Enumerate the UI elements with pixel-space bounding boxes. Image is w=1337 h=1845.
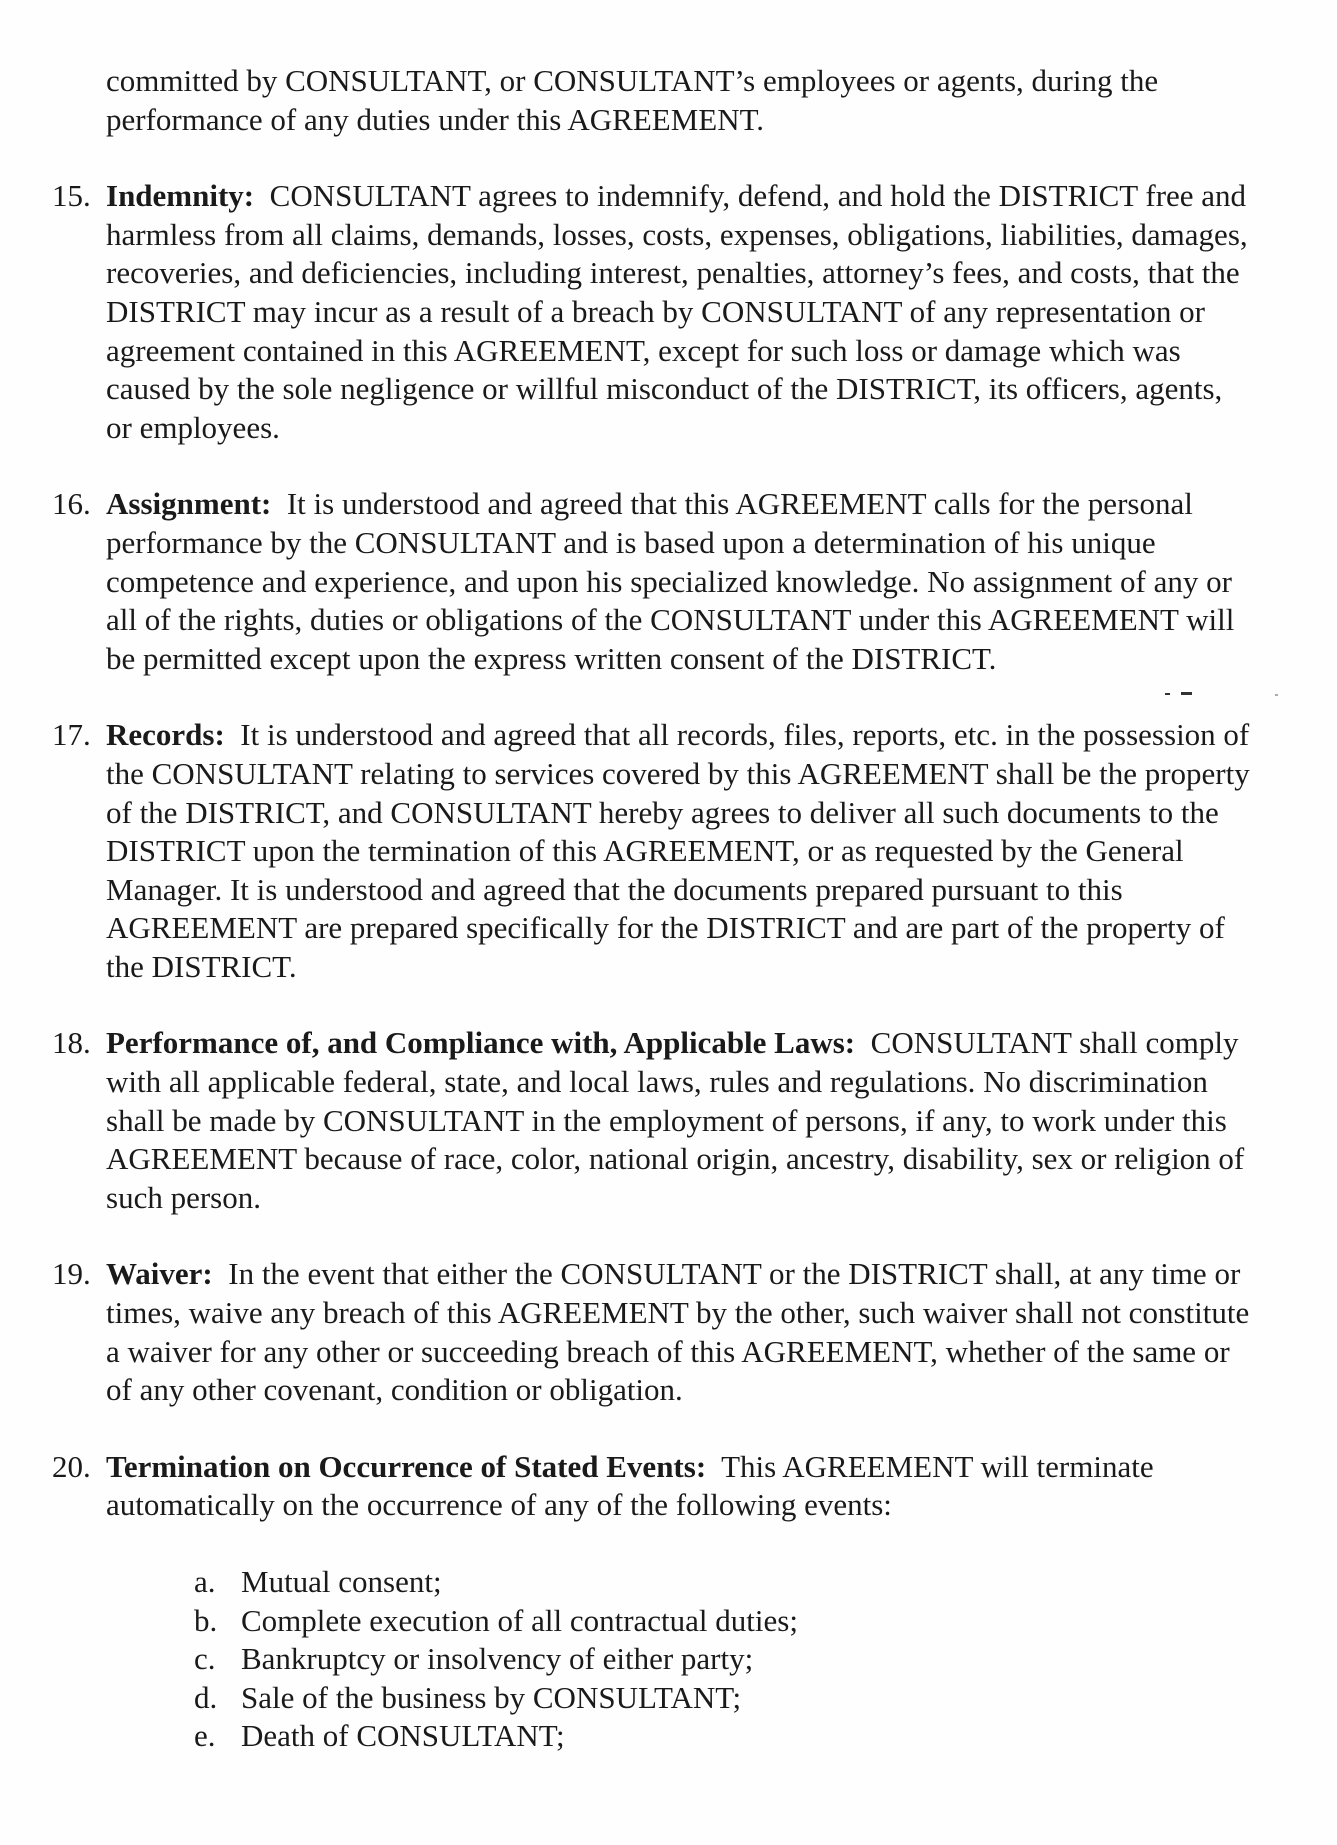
list-item — [194, 1717, 1252, 1756]
section-heading: Assignment: — [106, 486, 272, 522]
list-letter: d. — [194, 1679, 218, 1715]
scan-mark — [1181, 692, 1192, 695]
list-item — [194, 1679, 1252, 1718]
section-content — [106, 485, 1252, 678]
section-body: It is understood and agreed that all records, files, reports, etc. in the possession of the CONSULTANT relating to services covered by this AGREEMENT shall be the property of the DISTRICT, and CONSULTANT hereby agrees to deliver all such documents to the DISTRICT upon the termination of this AGREEMENT, or as requested by the General Manager. It is understood and agreed that the documents prepared pursuant to this AGREEMENT are prepared specifically for the DISTRICT and are part of the property of the DISTRICT. — [106, 717, 1250, 984]
list-text: Complete execution of all contractual duties; — [241, 1602, 798, 1638]
section-number: 15. — [52, 178, 91, 214]
section-number: 20. — [52, 1448, 91, 1484]
list-item — [194, 1640, 1252, 1679]
section-20-termination — [52, 1448, 1252, 1525]
section-16-assignment — [52, 485, 1252, 678]
section-body: This AGREEMENT will terminate automatically on the occurrence of any of the following events: — [106, 1448, 1154, 1523]
section-heading: Indemnity: — [106, 178, 255, 214]
section-18-compliance — [52, 1024, 1252, 1217]
section-body: CONSULTANT agrees to indemnify, defend, and hold the DISTRICT free and harmless from all claims, demands, losses, costs, expenses, obligations, liabilities, damages, recoveries, and deficiencies, including interest, penalties, attorney’s fees, and costs, that the DISTRICT may incur as a result of a breach by CONSULTANT of any representation or agreement contained in this AGREEMENT, except for such loss or damage which was caused by the sole negligence or willful misconduct of the DISTRICT, its officers, agents, or employees. — [106, 178, 1248, 445]
list-item — [194, 1563, 1252, 1602]
section-heading: Performance of, and Compliance with, Applicable Laws: — [106, 1025, 856, 1061]
list-letter: a. — [194, 1564, 216, 1599]
section-number: 18. — [52, 1025, 91, 1061]
list-letter: c. — [194, 1641, 216, 1677]
section-17-records — [52, 716, 1252, 986]
section-content — [106, 177, 1252, 447]
section-number: 19. — [52, 1256, 91, 1292]
section-content — [106, 1024, 1252, 1217]
section-content — [106, 1448, 1252, 1525]
section-heading: Termination on Occurrence of Stated Events: — [106, 1448, 707, 1484]
section-15-indemnity — [52, 177, 1252, 447]
section-content — [106, 1255, 1252, 1409]
section-heading: Waiver: — [106, 1256, 213, 1292]
section-number: 16. — [52, 486, 91, 522]
termination-events-list — [52, 1563, 1252, 1756]
section-number: 17. — [52, 717, 91, 753]
list-text: Mutual consent; — [241, 1564, 442, 1599]
list-text: Sale of the business by CONSULTANT; — [241, 1679, 742, 1715]
section-19-waiver — [52, 1255, 1252, 1409]
scan-mark — [1275, 694, 1278, 696]
list-letter: b. — [194, 1602, 218, 1638]
list-text: Bankruptcy or insolvency of either party; — [241, 1641, 754, 1677]
intro-paragraph: committed by CONSULTANT, or CONSULTANT’s employees or agents, during the performance of any duties under this AGREEMENT. — [106, 63, 1159, 137]
list-letter: e. — [194, 1718, 216, 1754]
section-heading: Records: — [106, 717, 225, 753]
section-body: CONSULTANT shall comply with all applicable federal, state, and local laws, rules and regulations. No discrimination shall be made by CONSULTANT in the employment of persons, if any, to work under this AGREEMENT because of race, color, national origin, ancestry, disability, sex or religion of such person. — [106, 1025, 1245, 1215]
list-item — [194, 1602, 1252, 1641]
list-text: Death of CONSULTANT; — [241, 1718, 565, 1754]
section-body: In the event that either the CONSULTANT or the DISTRICT shall, at any time or times, waive any breach of this AGREEMENT by the other, such waiver shall not constitute a waiver for any other or succeeding breach of this AGREEMENT, whether of the same or of any other covenant, condition or obligation. — [106, 1256, 1250, 1408]
section-body: It is understood and agreed that this AGREEMENT calls for the personal performance by the CONSULTANT and is based upon a determination of his unique competence and experience, and upon his specialized knowledge. No assignment of any or all of the rights, duties or obligations of the CONSULTANT under this AGREEMENT will be permitted except upon the express written consent of the DISTRICT. — [106, 486, 1235, 676]
scan-mark — [1165, 693, 1170, 695]
section-content — [106, 716, 1252, 986]
agreement-text — [52, 62, 1252, 1756]
